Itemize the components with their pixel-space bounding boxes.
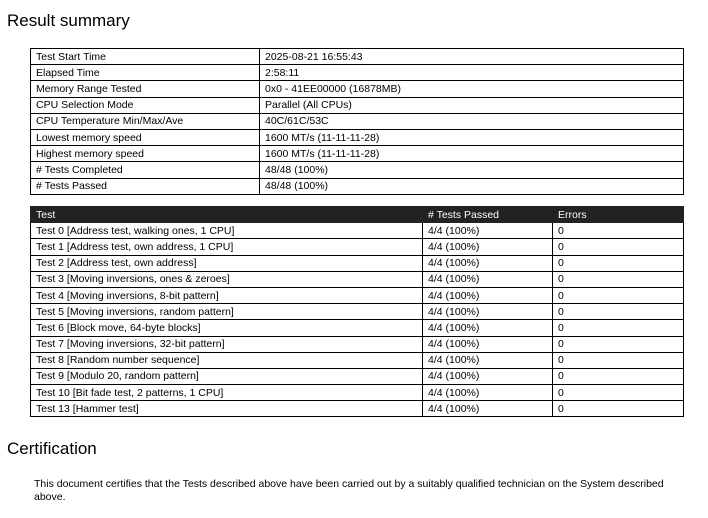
summary-value: 2025-08-21 16:55:43 (260, 49, 684, 65)
test-passed: 4/4 (100%) (423, 385, 553, 401)
test-errors: 0 (553, 336, 684, 352)
summary-table (30, 48, 684, 195)
test-row (31, 368, 684, 384)
summary-label: Highest memory speed (31, 146, 260, 162)
test-row (31, 401, 684, 417)
summary-value: 48/48 (100%) (260, 162, 684, 178)
test-errors: 0 (553, 320, 684, 336)
test-row (31, 223, 684, 239)
summary-row (31, 49, 684, 65)
summary-label: CPU Temperature Min/Max/Ave (31, 113, 260, 129)
summary-value: 48/48 (100%) (260, 178, 684, 194)
test-passed: 4/4 (100%) (423, 271, 553, 287)
summary-value: 2:58:11 (260, 65, 684, 81)
header-passed: # Tests Passed (423, 207, 553, 223)
test-errors: 0 (553, 385, 684, 401)
header-errors: Errors (553, 207, 684, 223)
test-name: Test 8 [Random number sequence] (31, 352, 423, 368)
summary-row (31, 113, 684, 129)
test-errors: 0 (553, 304, 684, 320)
test-row (31, 320, 684, 336)
test-passed: 4/4 (100%) (423, 304, 553, 320)
test-name: Test 5 [Moving inversions, random pattern] (31, 304, 423, 320)
test-row (31, 287, 684, 303)
summary-label: # Tests Completed (31, 162, 260, 178)
test-name: Test 7 [Moving inversions, 32-bit pattern] (31, 336, 423, 352)
test-row (31, 304, 684, 320)
tests-header-row (31, 207, 684, 223)
test-name: Test 1 [Address test, own address, 1 CPU] (31, 239, 423, 255)
test-errors: 0 (553, 223, 684, 239)
summary-row (31, 97, 684, 113)
header-test: Test (31, 207, 423, 223)
test-passed: 4/4 (100%) (423, 401, 553, 417)
test-name: Test 0 [Address test, walking ones, 1 CPU] (31, 223, 423, 239)
summary-row (31, 162, 684, 178)
summary-label: Memory Range Tested (31, 81, 260, 97)
test-passed: 4/4 (100%) (423, 255, 553, 271)
result-summary-title: Result summary (7, 11, 130, 30)
test-errors: 0 (553, 401, 684, 417)
summary-value: 0x0 - 41EE00000 (16878MB) (260, 81, 684, 97)
test-name: Test 2 [Address test, own address] (31, 255, 423, 271)
summary-value: 1600 MT/s (11-11-11-28) (260, 146, 684, 162)
test-row (31, 352, 684, 368)
summary-row (31, 178, 684, 194)
test-errors: 0 (553, 352, 684, 368)
test-errors: 0 (553, 287, 684, 303)
test-errors: 0 (553, 368, 684, 384)
summary-label: Elapsed Time (31, 65, 260, 81)
summary-label: Test Start Time (31, 49, 260, 65)
summary-row (31, 129, 684, 145)
test-passed: 4/4 (100%) (423, 352, 553, 368)
test-name: Test 10 [Bit fade test, 2 patterns, 1 CPU] (31, 385, 423, 401)
summary-value: 1600 MT/s (11-11-11-28) (260, 129, 684, 145)
summary-row (31, 146, 684, 162)
test-errors: 0 (553, 271, 684, 287)
test-passed: 4/4 (100%) (423, 368, 553, 384)
test-name: Test 13 [Hammer test] (31, 401, 423, 417)
summary-label: # Tests Passed (31, 178, 260, 194)
test-row (31, 271, 684, 287)
test-name: Test 4 [Moving inversions, 8-bit pattern] (31, 287, 423, 303)
test-passed: 4/4 (100%) (423, 223, 553, 239)
test-row (31, 385, 684, 401)
test-row (31, 336, 684, 352)
test-passed: 4/4 (100%) (423, 287, 553, 303)
test-passed: 4/4 (100%) (423, 239, 553, 255)
test-row (31, 239, 684, 255)
test-passed: 4/4 (100%) (423, 336, 553, 352)
summary-value: Parallel (All CPUs) (260, 97, 684, 113)
tests-table (30, 206, 684, 417)
test-name: Test 3 [Moving inversions, ones & zeroes] (31, 271, 423, 287)
test-errors: 0 (553, 255, 684, 271)
test-errors: 0 (553, 239, 684, 255)
certification-title: Certification (7, 439, 97, 458)
certification-text: This document certifies that the Tests described above have been carried out by a suitably qualified technician on the System described above. (34, 478, 664, 503)
summary-label: CPU Selection Mode (31, 97, 260, 113)
summary-value: 40C/61C/53C (260, 113, 684, 129)
summary-row (31, 65, 684, 81)
summary-row (31, 81, 684, 97)
test-passed: 4/4 (100%) (423, 320, 553, 336)
summary-label: Lowest memory speed (31, 129, 260, 145)
test-row (31, 255, 684, 271)
test-name: Test 9 [Modulo 20, random pattern] (31, 368, 423, 384)
test-name: Test 6 [Block move, 64-byte blocks] (31, 320, 423, 336)
